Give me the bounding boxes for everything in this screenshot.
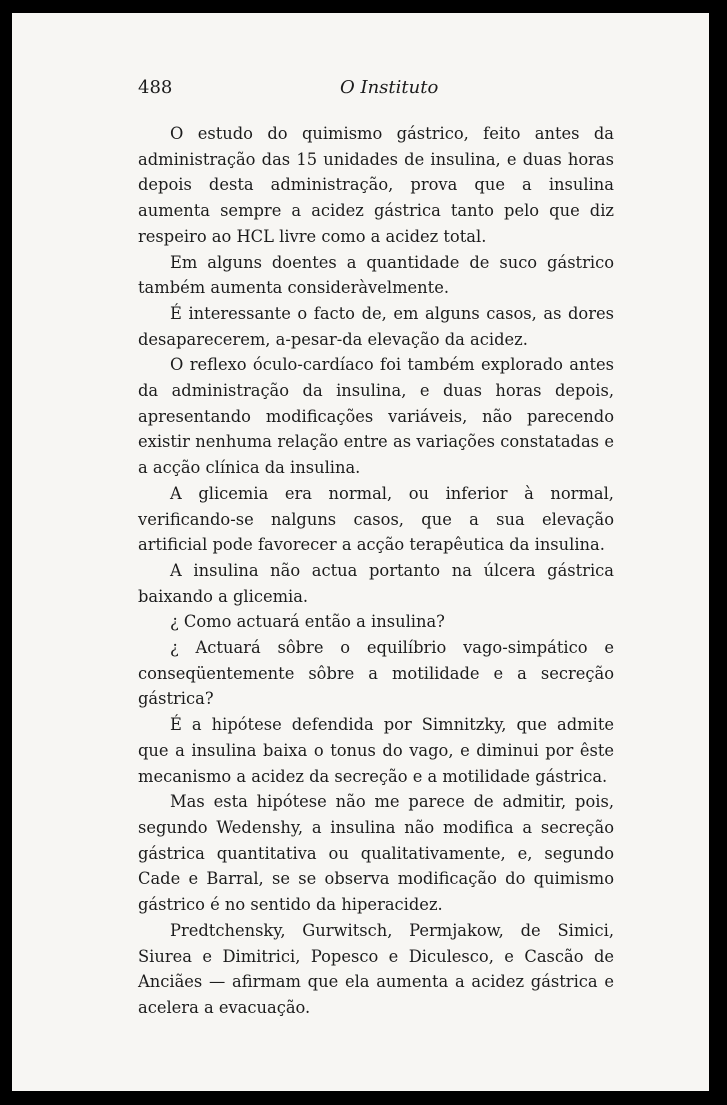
- page-header: [138, 77, 488, 101]
- paragraph: Predtchensky, Gurwitsch, Permjakow, de Simici, Siurea e Dimitrici, Popesco e Diculesco, e Cascão de Anciães — afirmam que ela aumenta a acidez gástrica e acelera a evacuação.: [138, 920, 614, 1017]
- paragraph: ¿ Como actuará então a insulina?: [170, 612, 445, 632]
- paragraph: O reflexo óculo-cardíaco foi também explorado antes da administração da insulina, e duas horas depois, apresentando modificações variáveis, não parecendo existir nenhuma relação entre as variações constatadas e a acção clínica da insulina.: [138, 355, 614, 478]
- paragraph: Em alguns doentes a quantidade de suco gástrico também aumenta consideràvelmente.: [138, 252, 614, 298]
- paragraph: A glicemia era normal, ou inferior à normal, verificando-se nalguns casos, que a sua elevação artificial pode favorecer a acção terapêutica da insulina.: [138, 483, 614, 555]
- page-number: 488: [138, 77, 173, 98]
- paragraph: A insulina não actua portanto na úlcera gástrica baixando a glicemia.: [138, 560, 614, 606]
- book-page: [12, 13, 709, 1091]
- paragraph: O estudo do quimismo gástrico, feito antes da administração das 15 unidades de insulina, e duas horas depois desta administração, prova que a insulina aumenta sempre a acidez gástrica tanto pelo que diz respeiro ao HCL livre como a acidez total.: [138, 124, 614, 246]
- running-head: O Instituto: [340, 77, 439, 98]
- paragraph: ¿ Actuará sôbre o equilíbrio vago-simpático e conseqüentemente sôbre a motilidade e a secreção gástrica?: [138, 638, 614, 709]
- paragraph: É interessante o facto de, em alguns casos, as dores desaparecerem, a-pesar-da elevação da acidez.: [138, 303, 614, 349]
- body-text: [138, 121, 614, 1021]
- paragraph: É a hipótese defendida por Simnitzky, que admite que a insulina baixa o tonus do vago, e diminui por êste mecanismo a acidez da secreção e a motilidade gástrica.: [138, 715, 614, 786]
- paragraph: Mas esta hipótese não me parece de admitir, pois, segundo Wedenshy, a insulina não modifica a secreção gástrica quantitativa ou qualitativamente, e, segundo Cade e Barral, se se observa modificação do quimismo gástrico é no sentido da hiperacidez.: [138, 792, 614, 915]
